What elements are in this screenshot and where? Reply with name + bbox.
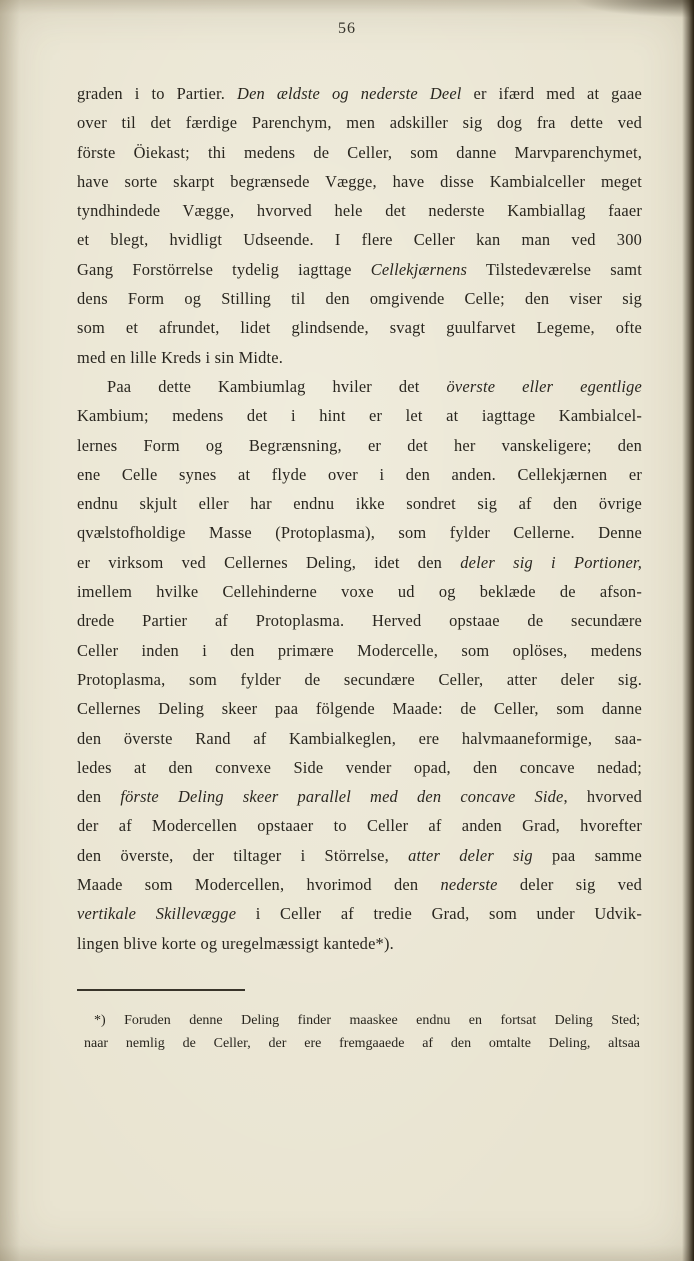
text-line xyxy=(77,577,642,606)
text-line xyxy=(84,1033,640,1056)
text-line xyxy=(77,460,642,489)
text-segment: graden i to Partier. xyxy=(77,84,238,103)
text-segment: med en lille Kreds i sin Midte. xyxy=(77,347,284,367)
emphasis-text: förste Deling skeer parallel med den concave Side xyxy=(120,787,564,807)
footnote xyxy=(84,1010,640,1055)
text-segment: Maade som Modercellen, hvorimod den xyxy=(77,875,441,895)
text-line xyxy=(77,431,642,460)
text-line xyxy=(77,899,642,928)
emphasis-text: nederste xyxy=(440,875,498,895)
text-line xyxy=(77,79,642,108)
text-segment: , hvorved xyxy=(563,787,642,807)
emphasis-text: överste eller egentlige xyxy=(446,376,642,396)
text-segment: ledes at den convexe Side vender opad, den concave nedad; xyxy=(77,757,642,777)
emphasis-text: Cellekjærnens xyxy=(370,259,468,279)
text-segment: ene Celle synes at flyde over i den anden. Cellekjærnen er xyxy=(77,464,642,484)
text-line xyxy=(77,138,642,167)
text-line xyxy=(77,255,642,284)
text-line xyxy=(77,284,642,313)
text-line xyxy=(77,372,642,401)
text-segment: den överste, der tiltager i Störrelse, xyxy=(77,845,409,865)
text-segment: paa samme xyxy=(532,845,642,865)
text-line xyxy=(77,518,642,547)
text-segment: Paa dette Kambiumlag hviler det xyxy=(107,376,447,396)
text-line xyxy=(77,167,642,196)
emphasis-text: Den ældste og nederste Deel xyxy=(237,84,462,103)
text-segment: lingen blive korte og uregelmæssigt kantede*). xyxy=(77,933,394,953)
text-line xyxy=(77,870,642,899)
text-segment: Tilstedeværelse samt xyxy=(467,259,642,279)
page-edge-shadow-top xyxy=(574,0,694,18)
text-segment: den överste Rand af Kambialkeglen, ere halvmaaneformige, saa- xyxy=(77,728,642,748)
text-line xyxy=(77,401,642,430)
emphasis-text: vertikale Skillevægge xyxy=(77,904,237,924)
text-segment: endnu skjult eller har endnu ikke sondret sig af den övrige xyxy=(77,494,642,514)
text-line xyxy=(77,811,642,840)
text-line xyxy=(77,929,642,958)
text-line xyxy=(77,665,642,694)
text-segment: der af Modercellen opstaaer to Celler af anden Grad, hvorefter xyxy=(77,816,642,836)
emphasis-text: atter deler sig xyxy=(408,845,533,865)
text-segment: et blegt, hvidligt Udseende. I flere Celler kan man ved 300 xyxy=(77,230,642,250)
body-text xyxy=(77,79,642,958)
text-segment: Gang Forstörrelse tydelig iagttage xyxy=(77,259,371,279)
text-line xyxy=(77,343,642,372)
page-edge-shadow xyxy=(682,0,694,1261)
text-segment: drede Partier af Protoplasma. Herved opstaae de secundære xyxy=(77,611,642,631)
text-segment: Protoplasma, som fylder de secundære Celler, atter deler sig. xyxy=(77,669,642,689)
text-line xyxy=(77,841,642,870)
text-line xyxy=(77,196,642,225)
text-line xyxy=(77,548,642,577)
page-number: 56 xyxy=(338,20,356,37)
text-line xyxy=(77,636,642,665)
text-segment: over til det færdige Parenchym, men adskiller sig dog fra dette ved xyxy=(77,113,642,133)
text-segment: dens Form og Stilling til den omgivende Celle; den viser sig xyxy=(77,289,642,309)
text-line xyxy=(77,724,642,753)
text-segment: er ifærd med at gaae xyxy=(461,84,642,103)
text-segment: som et afrundet, lidet glindsende, svagt guulfarvet Legeme, ofte xyxy=(77,318,642,338)
text-line xyxy=(77,606,642,635)
text-line xyxy=(77,489,642,518)
text-segment: have sorte skarpt begrænsede Vægge, have disse Kambialceller meget xyxy=(77,171,642,191)
text-segment: naar nemlig de Celler, der ere fremgaaede af den omtalte Deling, altsaa xyxy=(84,1035,640,1051)
text-line xyxy=(84,1010,640,1033)
text-segment: Kambium; medens det i hint er let at iagttage Kambialcel- xyxy=(77,406,642,426)
text-segment: imellem hvilke Cellehinderne voxe ud og beklæde de afson- xyxy=(77,582,642,602)
text-line xyxy=(77,225,642,254)
text-line xyxy=(77,108,642,137)
text-line xyxy=(77,313,642,342)
text-segment: qvælstofholdige Masse (Protoplasma), som fylder Cellerne. Denne xyxy=(77,523,642,543)
text-segment: i Celler af tredie Grad, som under Udvik- xyxy=(236,904,642,924)
text-segment: er virksom ved Cellernes Deling, idet den xyxy=(77,552,461,572)
text-segment: förste Öiekast; thi medens de Celler, som danne Marvparenchymet, xyxy=(77,142,642,162)
emphasis-text: deler sig i Portioner, xyxy=(460,552,642,572)
text-segment: *) Foruden denne Deling finder maaskee endnu en fortsat Deling Sted; xyxy=(94,1013,640,1028)
footnote-separator xyxy=(77,989,245,991)
text-line xyxy=(77,782,642,811)
text-line xyxy=(77,694,642,723)
text-segment: Cellernes Deling skeer paa fölgende Maade: de Celler, som danne xyxy=(77,699,642,719)
text-segment: Celler inden i den primære Modercelle, som oplöses, medens xyxy=(77,640,642,660)
text-segment: lernes Form og Begrænsning, er det her vanskeligere; den xyxy=(77,435,642,455)
text-segment: den xyxy=(77,787,121,807)
text-segment: tyndhindede Vægge, hvorved hele det nederste Kambiallag faaer xyxy=(77,201,642,221)
text-line xyxy=(77,753,642,782)
text-segment: deler sig ved xyxy=(497,875,642,895)
